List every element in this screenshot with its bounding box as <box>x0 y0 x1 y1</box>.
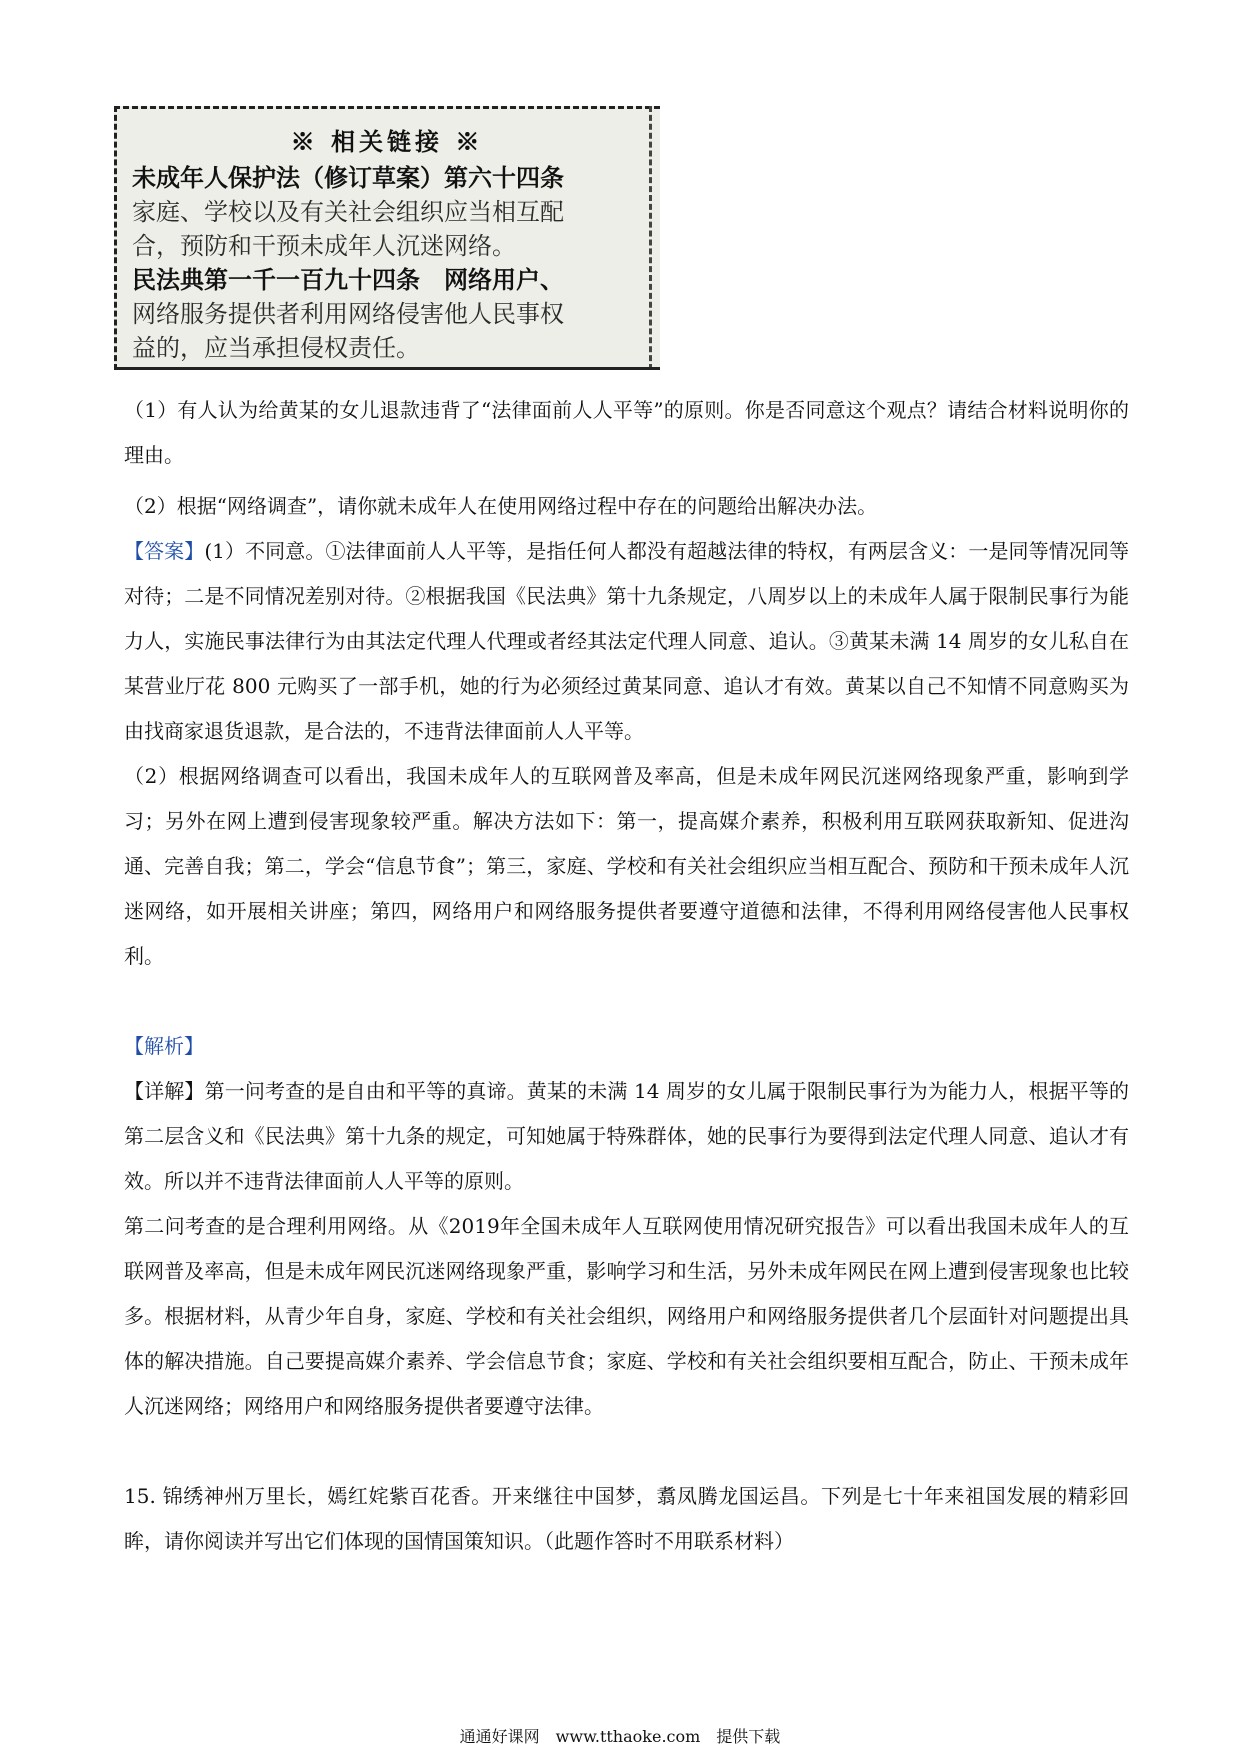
answer-part-1 <box>124 529 1129 754</box>
link-line-4: 民法典第一千一百九十四条 网络用户、 <box>132 265 564 294</box>
answer-part-1-text: (1）不同意。①法律面前人人平等，是指任何人都没有超越法律的特权，有两层含义：一是同等情况同等对待；二是不同情况差别对待。②根据我国《民法典》第十九条规定，八周岁以上的未成年人属于限制民事行为能力人，实施民事法律行为由其法定代理人代理或者经其法定代理人同意、追认。③黄某未满 14 周岁的女儿私自在某营业厅花 800 元购买了一部手机，她的行为必须经过黄某同意、追认才有效。黄某以自己不知情不同意购买为由找商家退货退款，是合法的，不违背法律面前人人平等。 <box>124 539 1130 743</box>
analysis-second: 第二问考查的是合理利用网络。从《2019年全国未成年人互联网使用情况研究报告》可以看出我国未成年人的互联网普及率高，但是未成年网民沉迷网络现象严重，影响学习和生活，另外未成年网民在网上遭到侵害现象也比较多。根据材料，从青少年自身，家庭、学校和有关社会组织，网络用户和网络服务提供者几个层面针对问题提出具体的解决措施。自己要提高媒介素养、学会信息节食；家庭、学校和有关社会组织要相互配合，防止、干预未成年人沉迷网络；网络用户和网络服务提供者要遵守法律。 <box>124 1214 1129 1418</box>
link-line-5: 网络服务提供者利用网络侵害他人民事权 <box>132 300 564 328</box>
link-line-6: 益的，应当承担侵权责任。 <box>132 334 420 362</box>
page-footer: 通通好课网 www.tthaoke.com 提供下载 <box>459 1727 781 1746</box>
analysis-detail <box>124 1069 1129 1204</box>
answer-label: 【答案】 <box>124 539 205 563</box>
box-border-top <box>114 106 660 109</box>
analysis-label-text: 【解析】 <box>124 1034 204 1058</box>
question-1: （1）有人认为给黄某的女儿退款违背了“法律面前人人平等”的原则。你是否同意这个观点？请结合材料说明你的理由。 <box>124 398 1129 467</box>
answer-part-2: （2）根据网络调查可以看出，我国未成年人的互联网普及率高，但是未成年网民沉迷网络现象严重，影响到学习；另外在网上遭到侵害现象较严重。解决方法如下：第一，提高媒介素养，积极利用互联网获取新知、促进沟通、完善自我；第二，学会“信息节食”；第三，家庭、学校和有关社会组织应当相互配合、预防和干预未成年人沉迷网络，如开展相关讲座；第四，网络用户和网络服务提供者要遵守道德和法律，不得利用网络侵害他人民事权利。 <box>124 764 1129 968</box>
detail-label: 【详解】 <box>124 1079 205 1103</box>
link-line-2: 家庭、学校以及有关社会组织应当相互配 <box>132 198 564 226</box>
related-link-box <box>114 106 660 370</box>
related-link-title: ※ 相关链接 ※ <box>290 127 484 156</box>
link-line-1: 未成年人保护法（修订草案）第六十四条 <box>132 163 564 192</box>
analysis-label <box>124 1024 1129 1069</box>
question-15: 15. 锦绣神州万里长，嫣红姹紫百花香。开来继往中国梦，翥凤腾龙国运昌。下列是七十年来祖国发展的精彩回眸，请你阅读并写出它们体现的国情国策知识。（此题作答时不用联系材料） <box>124 1484 1129 1553</box>
link-line-3: 合，预防和干预未成年人沉迷网络。 <box>132 232 516 260</box>
box-border-bottom <box>114 367 660 370</box>
detail-text: 第一问考查的是自由和平等的真谛。黄某的未满 14 周岁的女儿属于限制民事行为为能力人，根据平等的第二层含义和《民法典》第十九条的规定，可知她属于特殊群体，她的民事行为要得到法定代理人同意、追认才有效。所以并不违背法律面前人人平等的原则。 <box>124 1079 1129 1193</box>
question-2: （2）根据“网络调查”，请你就未成年人在使用网络过程中存在的问题给出解决办法。 <box>124 494 878 518</box>
